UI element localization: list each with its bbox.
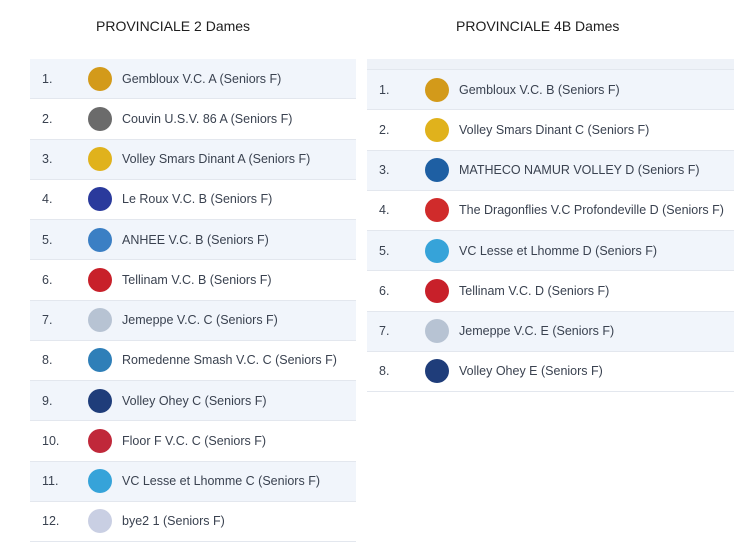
- rank-cell: 1.: [42, 71, 53, 86]
- table-row[interactable]: [30, 421, 356, 461]
- tellinam-team-logo-icon: [88, 268, 112, 292]
- matheco-team-logo-icon: [425, 158, 449, 182]
- panel-title: PROVINCIALE 2 Dames: [96, 18, 251, 34]
- team-name-link[interactable]: The Dragonflies V.C Profondeville D (Seniors F): [459, 203, 724, 218]
- wolf-team-logo-icon: [88, 107, 112, 131]
- eagle-team-logo-icon: [88, 67, 112, 91]
- wave-team-logo-icon: [88, 469, 112, 493]
- rank-cell: 8.: [42, 353, 53, 368]
- table-row[interactable]: [367, 151, 734, 191]
- team-name-link[interactable]: Floor F V.C. C (Seniors F): [122, 433, 267, 448]
- floor-team-logo-icon: [88, 429, 112, 453]
- rank-cell: 3.: [379, 163, 390, 178]
- table-row[interactable]: [367, 70, 734, 110]
- table-row[interactable]: [30, 99, 356, 139]
- rank-cell: 8.: [379, 364, 390, 379]
- table-row[interactable]: [30, 502, 356, 542]
- standings-table: [30, 59, 356, 542]
- team-name-link[interactable]: Couvin U.S.V. 86 A (Seniors F): [122, 111, 293, 126]
- table-row[interactable]: [367, 271, 734, 311]
- jemeppe-team-logo-icon: [425, 319, 449, 343]
- rank-cell: 7.: [379, 324, 390, 339]
- team-name-link[interactable]: Romedenne Smash V.C. C (Seniors F): [122, 353, 337, 368]
- team-name-link[interactable]: VC Lesse et Lhomme C (Seniors F): [122, 474, 320, 489]
- jester-team-logo-icon: [88, 147, 112, 171]
- eagle-team-logo-icon: [425, 78, 449, 102]
- rank-cell: 2.: [379, 122, 390, 137]
- table-row[interactable]: [367, 191, 734, 231]
- team-name-link[interactable]: Tellinam V.C. B (Seniors F): [122, 272, 272, 287]
- table-row[interactable]: [30, 59, 356, 99]
- table-row[interactable]: [30, 341, 356, 381]
- rank-cell: 4.: [42, 192, 53, 207]
- rank-cell: 6.: [379, 283, 390, 298]
- team-name-link[interactable]: Gembloux V.C. A (Seniors F): [122, 71, 282, 86]
- team-name-link[interactable]: Le Roux V.C. B (Seniors F): [122, 192, 273, 207]
- rank-cell: 12.: [42, 514, 60, 529]
- rank-cell: 3.: [42, 152, 53, 167]
- table-row[interactable]: [30, 140, 356, 180]
- rank-cell: 4.: [379, 203, 390, 218]
- team-name-link[interactable]: Jemeppe V.C. E (Seniors F): [459, 324, 615, 339]
- team-name-link[interactable]: VC Lesse et Lhomme D (Seniors F): [459, 243, 657, 258]
- ohey-team-logo-icon: [88, 389, 112, 413]
- volleyball-team-logo-icon: [88, 187, 112, 211]
- panel-title: PROVINCIALE 4B Dames: [456, 18, 620, 34]
- team-name-link[interactable]: Jemeppe V.C. C (Seniors F): [122, 313, 278, 328]
- jester-team-logo-icon: [425, 118, 449, 142]
- table-row[interactable]: [30, 220, 356, 260]
- table-row[interactable]: [367, 352, 734, 392]
- table-row[interactable]: [367, 231, 734, 271]
- team-name-link[interactable]: Volley Ohey C (Seniors F): [122, 393, 267, 408]
- romedenne-team-logo-icon: [88, 348, 112, 372]
- team-name-link[interactable]: Volley Ohey E (Seniors F): [459, 364, 603, 379]
- team-name-link[interactable]: MATHECO NAMUR VOLLEY D (Seniors F): [459, 163, 700, 178]
- rank-cell: 2.: [42, 111, 53, 126]
- team-name-link[interactable]: ANHEE V.C. B (Seniors F): [122, 232, 269, 247]
- shield-team-logo-icon: [88, 509, 112, 533]
- rank-cell: 10.: [42, 433, 60, 448]
- rank-cell: 6.: [42, 272, 53, 287]
- rank-cell: 9.: [42, 393, 53, 408]
- rank-cell: 5.: [379, 243, 390, 258]
- rank-cell: 1.: [379, 82, 390, 97]
- team-name-link[interactable]: Gembloux V.C. B (Seniors F): [459, 82, 620, 97]
- rank-cell: 5.: [42, 232, 53, 247]
- ohey-team-logo-icon: [425, 359, 449, 383]
- table-row[interactable]: [30, 180, 356, 220]
- table-row[interactable]: [30, 260, 356, 300]
- table-row[interactable]: [30, 381, 356, 421]
- table-row[interactable]: [30, 301, 356, 341]
- dragon-team-logo-icon: [425, 198, 449, 222]
- table-row[interactable]: [367, 110, 734, 150]
- anhee-team-logo-icon: [88, 228, 112, 252]
- standings-table: [367, 59, 734, 392]
- team-name-link[interactable]: bye2 1 (Seniors F): [122, 514, 225, 529]
- team-name-link[interactable]: Tellinam V.C. D (Seniors F): [459, 283, 610, 298]
- rank-cell: 11.: [42, 474, 59, 489]
- rank-cell: 7.: [42, 313, 53, 328]
- table-row[interactable]: [30, 462, 356, 502]
- tellinam-team-logo-icon: [425, 279, 449, 303]
- jemeppe-team-logo-icon: [88, 308, 112, 332]
- wave-team-logo-icon: [425, 239, 449, 263]
- table-header-spacer: [367, 59, 734, 70]
- team-name-link[interactable]: Volley Smars Dinant A (Seniors F): [122, 152, 311, 167]
- table-row[interactable]: [367, 312, 734, 352]
- team-name-link[interactable]: Volley Smars Dinant C (Seniors F): [459, 122, 650, 137]
